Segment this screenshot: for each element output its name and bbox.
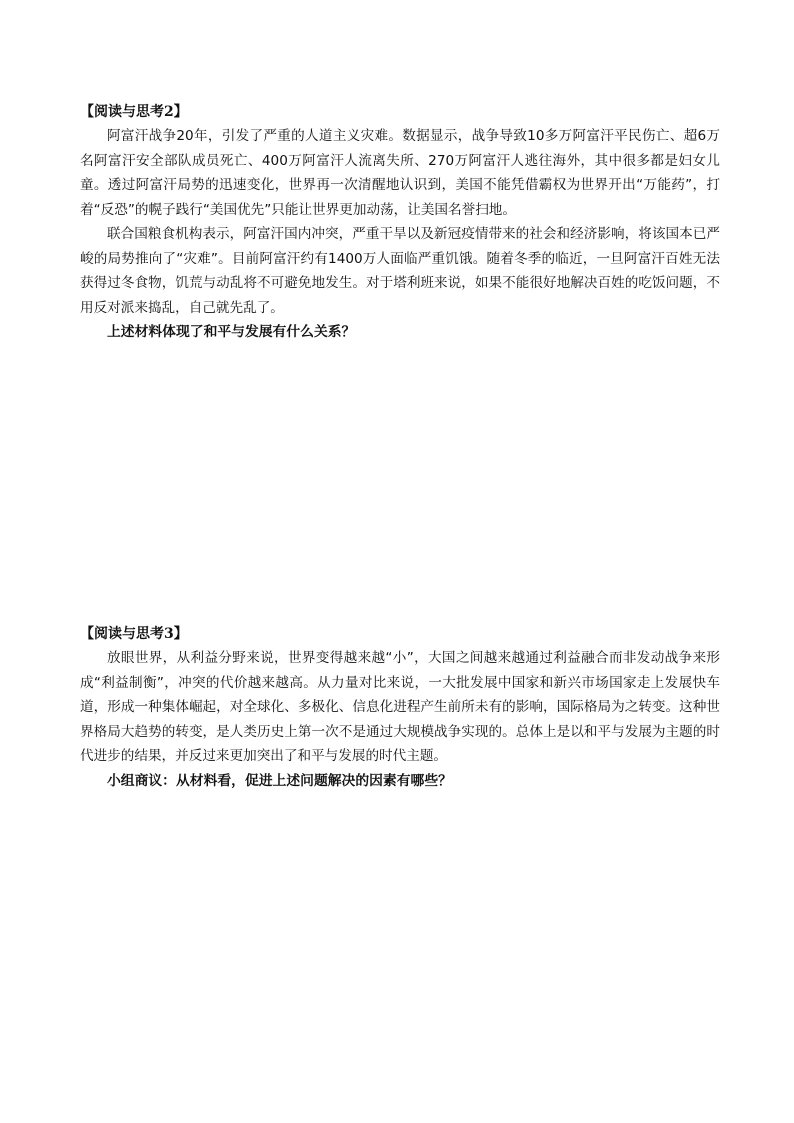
section-2-heading: 【阅读与思考2】: [80, 104, 188, 120]
reading-section-2: [80, 100, 720, 344]
section-2-question: 上述材料体现了和平与发展有什么关系？: [107, 324, 356, 340]
section-2-paragraph-2: 联合国粮食机构表示，阿富汗国内冲突，严重干旱以及新冠疫情带来的社会和经济影响，将该国本已严峻的局势推向了“灾难”。目前阿富汗约有1400万人面临严重饥饿。随着冬季的临近，一旦阿富汗百姓无法获得过冬食物，饥荒与动乱将不可避免地发生。对于塔利班来说，如果不能很好地解决百姓的吃饭问题，不用反对派来捣乱，自己就先乱了。: [80, 226, 720, 316]
section-2-paragraph-1: 阿富汗战争20年，引发了严重的人道主义灾难。数据显示，战争导致10多万阿富汗平民伤亡、超6万名阿富汗安全部队成员死亡、400万阿富汗人流离失所、270万阿富汗人逃往海外，其中很多都是妇女儿童。透过阿富汗局势的迅速变化，世界再一次清醒地认识到，美国不能凭借霸权为世界开出“万能药”，打着“反恐”的幌子践行“美国优先”只能让世界更加动荡，让美国名誉扫地。: [80, 128, 720, 218]
section-3-question: 小组商议：从材料看，促进上述问题解决的因素有哪些？: [107, 772, 452, 789]
section-3-paragraph-1: 放眼世界，从利益分野来说，世界变得越来越“小”，大国之间越来越通过利益融合而非发动战争来形成“利益制衡”，冲突的代价越来越高。从力量对比来说，一大批发展中国家和新兴市场国家走上发展快车道，形成一种集体崛起，对全球化、多极化、信息化进程产生前所未有的影响，国际格局为之转变。这种世界格局大趋势的转变，是人类历史上第一次不是通过大规模战争实现的。总体上是以和平与发展为主题的时代进步的结果，并反过来更加突出了和平与发展的时代主题。: [80, 650, 720, 764]
reading-section-3: [80, 622, 720, 793]
section-3-heading: 【阅读与思考3】: [80, 626, 188, 642]
